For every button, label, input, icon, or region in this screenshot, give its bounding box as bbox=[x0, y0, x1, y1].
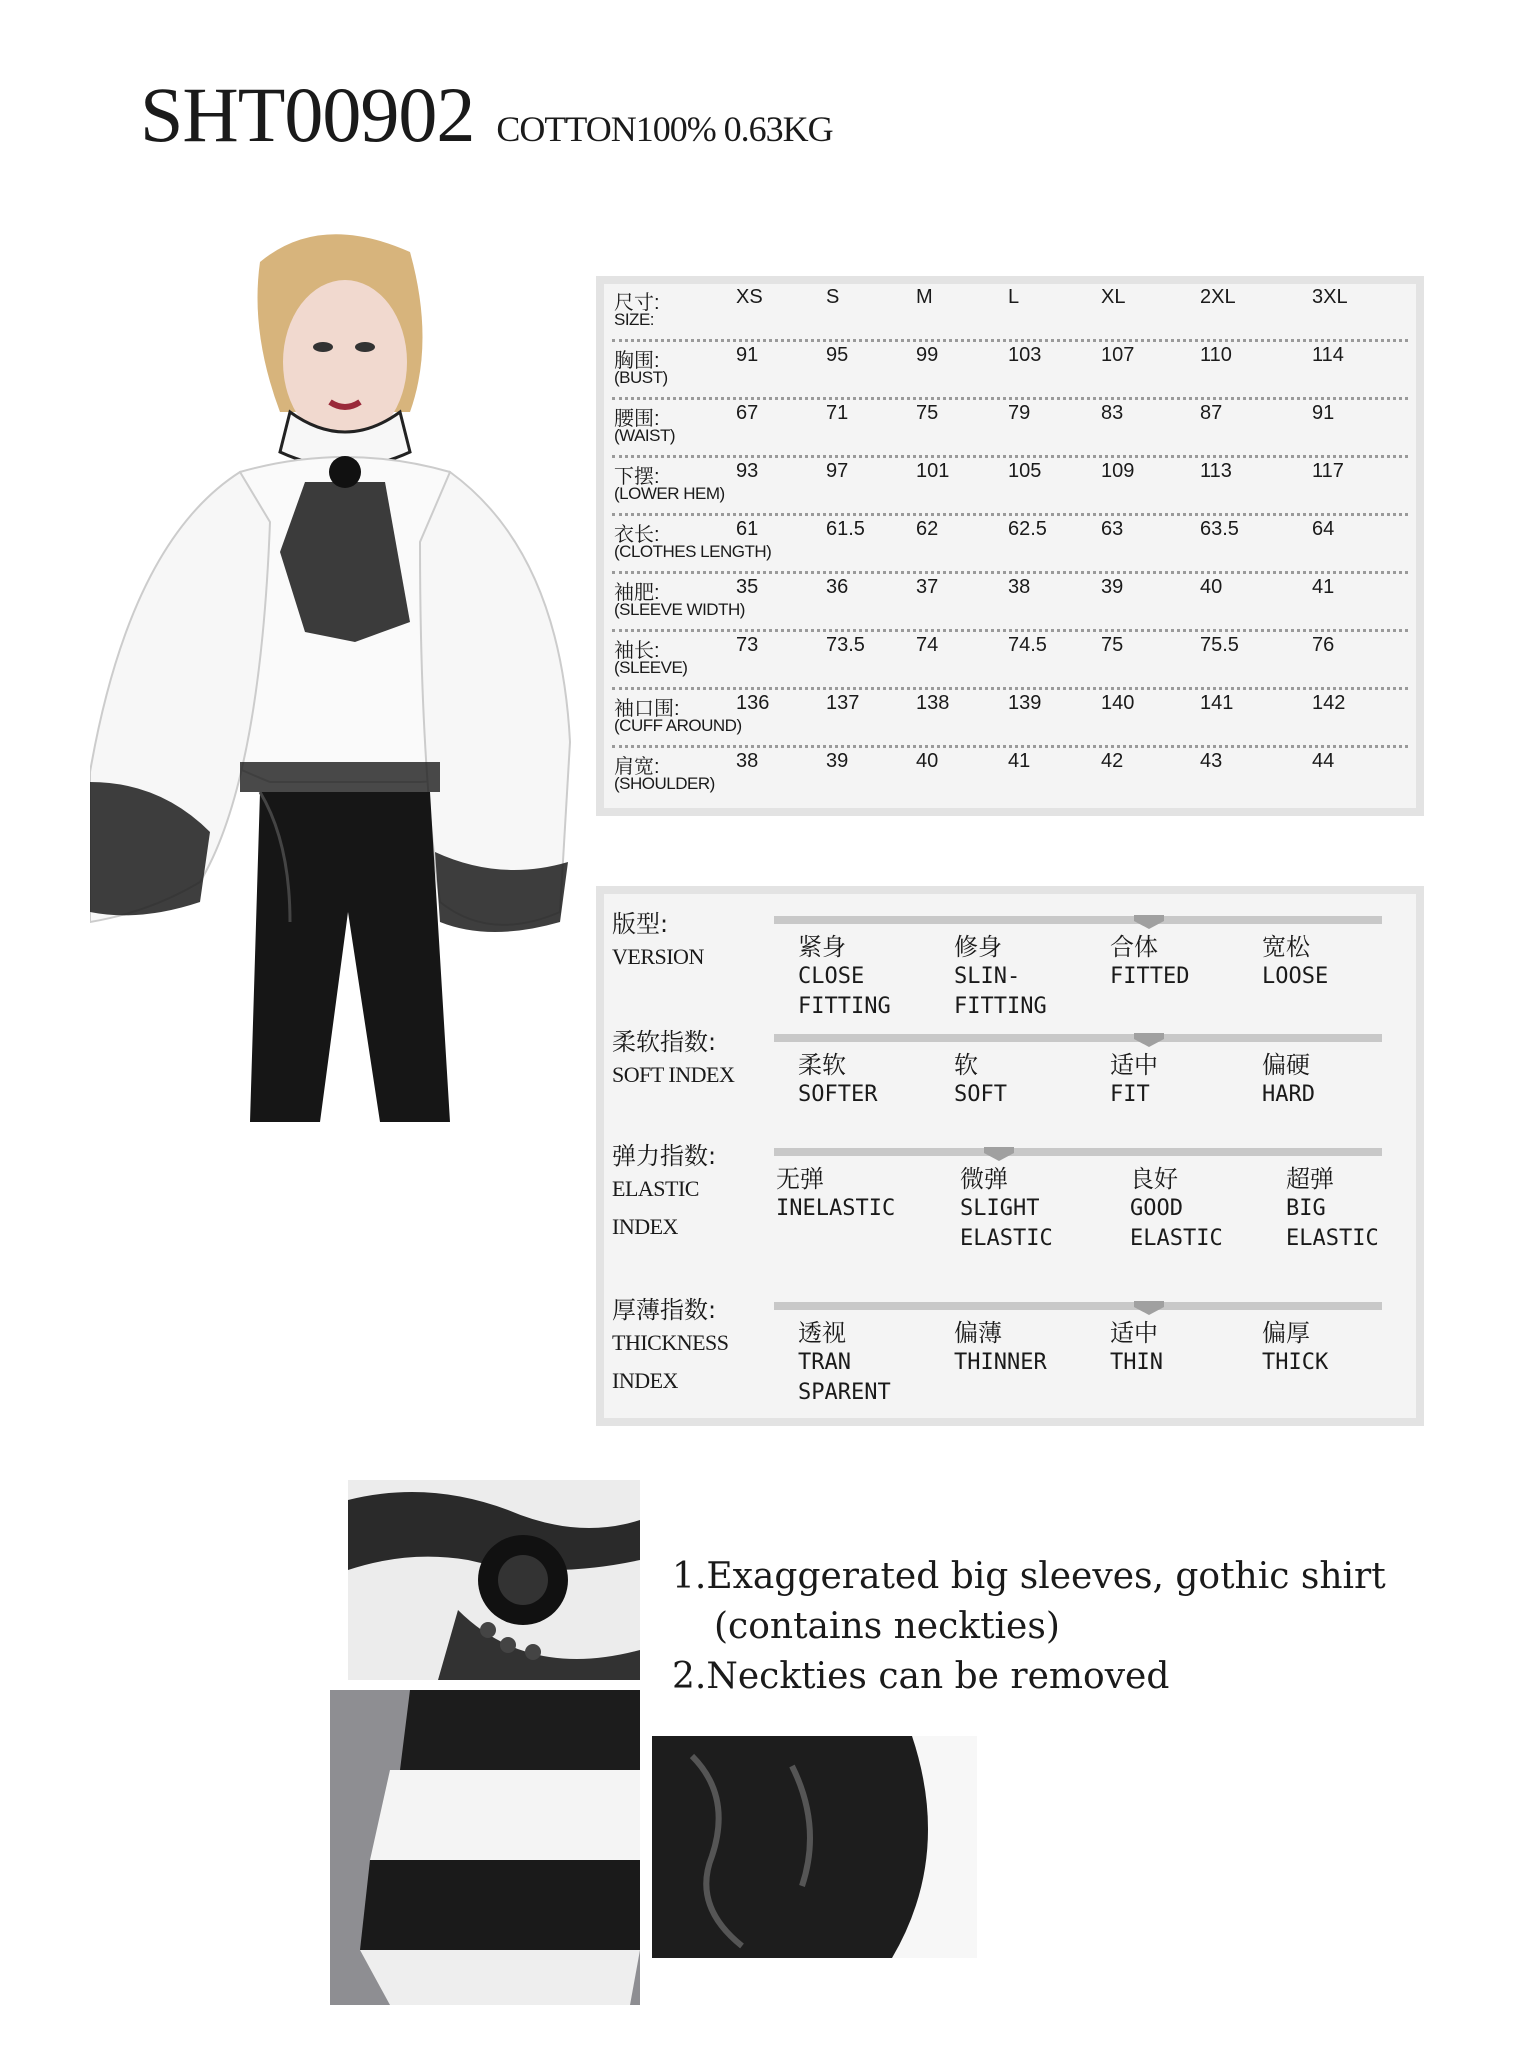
index-option-cn: 修身 bbox=[954, 933, 1002, 961]
index-option-cn: 良好 bbox=[1130, 1165, 1178, 1193]
index-option bbox=[798, 932, 891, 1022]
index-option bbox=[954, 1318, 1047, 1378]
index-scale-bar bbox=[774, 1034, 1382, 1042]
size-cell: 61 bbox=[736, 518, 759, 540]
index-option-en: SLIGHT ELASTIC bbox=[960, 1196, 1053, 1251]
index-option-cn: 柔软 bbox=[798, 1051, 846, 1079]
size-label: XL bbox=[1101, 286, 1126, 308]
size-cell: 142 bbox=[1312, 692, 1346, 714]
index-option bbox=[1262, 1318, 1328, 1378]
size-label: 2XL bbox=[1200, 286, 1236, 308]
size-cell: 87 bbox=[1200, 402, 1223, 424]
index-selected-marker bbox=[1134, 1301, 1164, 1315]
size-cell: 141 bbox=[1200, 692, 1234, 714]
product-header bbox=[140, 70, 833, 170]
size-row bbox=[604, 400, 1416, 458]
size-row-label-cn: 胸围: bbox=[614, 350, 660, 372]
index-option-en: BIG ELASTIC bbox=[1286, 1196, 1379, 1251]
size-cell: 114 bbox=[1312, 344, 1344, 366]
size-chart bbox=[596, 276, 1424, 816]
size-cell: 73.5 bbox=[826, 634, 865, 656]
size-label: L bbox=[1008, 286, 1020, 308]
index-option-cn: 偏薄 bbox=[954, 1319, 1002, 1347]
size-cell: 101 bbox=[916, 460, 950, 482]
index-option-cn: 宽松 bbox=[1262, 933, 1310, 961]
index-option bbox=[1262, 1050, 1315, 1110]
size-row-label-en: (CUFF AROUND) bbox=[614, 716, 742, 735]
size-cell: 73 bbox=[736, 634, 759, 656]
index-label-en: SOFT INDEX bbox=[612, 1062, 735, 1087]
index-scale-bar bbox=[774, 916, 1382, 924]
size-cell: 39 bbox=[826, 750, 849, 772]
index-label-cn: 厚薄指数: bbox=[612, 1296, 717, 1324]
size-row-label-en: (SLEEVE WIDTH) bbox=[614, 600, 745, 619]
index-option-cn: 软 bbox=[954, 1051, 978, 1079]
size-cell: 136 bbox=[736, 692, 770, 714]
size-cell: 75.5 bbox=[1200, 634, 1239, 656]
index-option-en: FITTED bbox=[1110, 964, 1190, 989]
product-material-weight: COTTON100% 0.63KG bbox=[496, 109, 833, 149]
index-option-cn: 适中 bbox=[1110, 1051, 1158, 1079]
size-cell: 61.5 bbox=[826, 518, 865, 540]
index-option-en: THINNER bbox=[954, 1350, 1047, 1375]
size-cell: 71 bbox=[826, 402, 849, 424]
size-cell: 138 bbox=[916, 692, 950, 714]
index-label-cn: 版型: bbox=[612, 910, 669, 938]
size-cell: 63.5 bbox=[1200, 518, 1239, 540]
index-option bbox=[776, 1164, 895, 1224]
index-option-en: LOOSE bbox=[1262, 964, 1329, 989]
size-row-label-cn: 下摆: bbox=[614, 466, 660, 488]
size-row-label-cn: 袖长: bbox=[614, 640, 660, 662]
size-header-en: SIZE: bbox=[614, 310, 655, 329]
index-option-cn: 微弹 bbox=[960, 1165, 1008, 1193]
size-cell: 93 bbox=[736, 460, 759, 482]
index-label-en: ELASTIC bbox=[612, 1176, 699, 1201]
index-option-cn: 合体 bbox=[1110, 933, 1158, 961]
index-scale-bar bbox=[774, 1148, 1382, 1156]
detail-photo-rose-brooch bbox=[348, 1480, 640, 1680]
size-cell: 113 bbox=[1200, 460, 1232, 482]
size-cell: 74.5 bbox=[1008, 634, 1047, 656]
size-row bbox=[604, 342, 1416, 400]
index-option-en: TRAN SPARENT bbox=[798, 1350, 891, 1405]
index-selected-marker bbox=[984, 1147, 1014, 1161]
index-option bbox=[960, 1164, 1053, 1254]
size-row-label-en: (SLEEVE) bbox=[614, 658, 688, 677]
size-row-label-en: (SHOULDER) bbox=[614, 774, 715, 793]
size-cell: 40 bbox=[916, 750, 939, 772]
size-cell: 36 bbox=[826, 576, 849, 598]
detail-photo-lace bbox=[652, 1736, 977, 1958]
size-cell: 35 bbox=[736, 576, 759, 598]
size-row-label-en: (LOWER HEM) bbox=[614, 484, 725, 503]
size-cell: 110 bbox=[1200, 344, 1232, 366]
size-header-row bbox=[604, 284, 1416, 342]
index-option-en: CLOSE FITTING bbox=[798, 964, 891, 1019]
feature-item-1-note: (contains neckties) bbox=[714, 1606, 1060, 1647]
size-cell: 38 bbox=[736, 750, 759, 772]
index-option-cn: 紧身 bbox=[798, 933, 846, 961]
index-label-en: THICKNESS bbox=[612, 1330, 729, 1355]
size-cell: 99 bbox=[916, 344, 939, 366]
feature-item-1: 1.Exaggerated big sleeves, gothic shirt bbox=[672, 1556, 1386, 1597]
size-cell: 38 bbox=[1008, 576, 1031, 598]
size-row-label-cn: 袖口围: bbox=[614, 698, 680, 720]
index-option-en: SOFTER bbox=[798, 1082, 878, 1107]
index-option bbox=[954, 1050, 1007, 1110]
index-selected-marker bbox=[1134, 915, 1164, 929]
size-cell: 137 bbox=[826, 692, 860, 714]
size-cell: 79 bbox=[1008, 402, 1031, 424]
size-label: XS bbox=[736, 286, 763, 308]
index-label-en: INDEX bbox=[612, 1368, 678, 1393]
size-cell: 107 bbox=[1101, 344, 1135, 366]
index-option-en: HARD bbox=[1262, 1082, 1315, 1107]
index-option-en: THICK bbox=[1262, 1350, 1329, 1375]
index-option-cn: 无弹 bbox=[776, 1165, 824, 1193]
size-cell: 41 bbox=[1312, 576, 1335, 598]
size-cell: 64 bbox=[1312, 518, 1335, 540]
index-label-en: VERSION bbox=[612, 944, 704, 969]
fabric-index-panel bbox=[596, 886, 1424, 1426]
index-option-en: SOFT bbox=[954, 1082, 1007, 1107]
size-row-label-en: (WAIST) bbox=[614, 426, 676, 445]
index-option bbox=[954, 932, 1047, 1022]
index-option bbox=[1286, 1164, 1379, 1254]
size-row bbox=[604, 574, 1416, 632]
index-label-en: INDEX bbox=[612, 1214, 678, 1239]
index-option-cn: 超弹 bbox=[1286, 1165, 1334, 1193]
size-cell: 40 bbox=[1200, 576, 1223, 598]
index-option-cn: 偏硬 bbox=[1262, 1051, 1310, 1079]
index-option bbox=[1110, 1318, 1163, 1378]
size-cell: 75 bbox=[916, 402, 939, 424]
index-option bbox=[1130, 1164, 1223, 1254]
size-row bbox=[604, 690, 1416, 748]
feature-list bbox=[672, 1552, 1386, 1702]
size-cell: 62.5 bbox=[1008, 518, 1047, 540]
index-option-en: THIN bbox=[1110, 1350, 1163, 1375]
index-option bbox=[1110, 932, 1189, 992]
size-cell: 91 bbox=[1312, 402, 1335, 424]
size-row bbox=[604, 458, 1416, 516]
size-cell: 117 bbox=[1312, 460, 1344, 482]
size-cell: 39 bbox=[1101, 576, 1124, 598]
size-row-label-en: (CLOTHES LENGTH) bbox=[614, 542, 772, 561]
size-cell: 43 bbox=[1200, 750, 1223, 772]
index-option-cn: 透视 bbox=[798, 1319, 846, 1347]
size-cell: 97 bbox=[826, 460, 849, 482]
index-option bbox=[798, 1050, 877, 1110]
size-cell: 140 bbox=[1101, 692, 1135, 714]
index-option-cn: 适中 bbox=[1110, 1319, 1158, 1347]
index-option bbox=[1110, 1050, 1158, 1110]
size-label: 3XL bbox=[1312, 286, 1348, 308]
size-row bbox=[604, 748, 1416, 806]
size-cell: 44 bbox=[1312, 750, 1335, 772]
size-row-label-cn: 袖肥: bbox=[614, 582, 660, 604]
index-option bbox=[1262, 932, 1328, 992]
detail-photo-sleeve-cuff bbox=[330, 1690, 640, 2005]
size-row-label-cn: 衣长: bbox=[614, 524, 660, 546]
size-cell: 41 bbox=[1008, 750, 1031, 772]
size-row bbox=[604, 632, 1416, 690]
size-cell: 62 bbox=[916, 518, 939, 540]
size-row bbox=[604, 516, 1416, 574]
size-cell: 67 bbox=[736, 402, 759, 424]
feature-item-2: 2.Neckties can be removed bbox=[672, 1656, 1170, 1697]
index-scale-bar bbox=[774, 1302, 1382, 1310]
index-selected-marker bbox=[1134, 1033, 1164, 1047]
size-cell: 109 bbox=[1101, 460, 1135, 482]
index-label-cn: 弹力指数: bbox=[612, 1142, 717, 1170]
size-cell: 37 bbox=[916, 576, 939, 598]
size-cell: 75 bbox=[1101, 634, 1124, 656]
size-row-label-cn: 腰围: bbox=[614, 408, 660, 430]
size-cell: 105 bbox=[1008, 460, 1042, 482]
product-code: SHT00902 bbox=[140, 71, 475, 158]
index-option-en: FIT bbox=[1110, 1082, 1150, 1107]
index-option-cn: 偏厚 bbox=[1262, 1319, 1310, 1347]
size-cell: 42 bbox=[1101, 750, 1124, 772]
index-option-en: GOOD ELASTIC bbox=[1130, 1196, 1223, 1251]
index-option-en: INELASTIC bbox=[776, 1196, 896, 1221]
size-cell: 103 bbox=[1008, 344, 1042, 366]
size-cell: 139 bbox=[1008, 692, 1042, 714]
size-label: M bbox=[916, 286, 933, 308]
index-label-cn: 柔软指数: bbox=[612, 1028, 717, 1056]
size-cell: 91 bbox=[736, 344, 759, 366]
index-option-en: SLIN- FITTING bbox=[954, 964, 1047, 1019]
size-cell: 76 bbox=[1312, 634, 1335, 656]
size-cell: 83 bbox=[1101, 402, 1124, 424]
size-label: S bbox=[826, 286, 840, 308]
size-cell: 95 bbox=[826, 344, 849, 366]
size-row-label-en: (BUST) bbox=[614, 368, 668, 387]
size-header-cn: 尺寸: bbox=[614, 292, 660, 314]
size-row-label-cn: 肩宽: bbox=[614, 756, 660, 778]
size-cell: 74 bbox=[916, 634, 939, 656]
model-photo bbox=[90, 222, 600, 1122]
index-option bbox=[798, 1318, 891, 1408]
size-cell: 63 bbox=[1101, 518, 1124, 540]
